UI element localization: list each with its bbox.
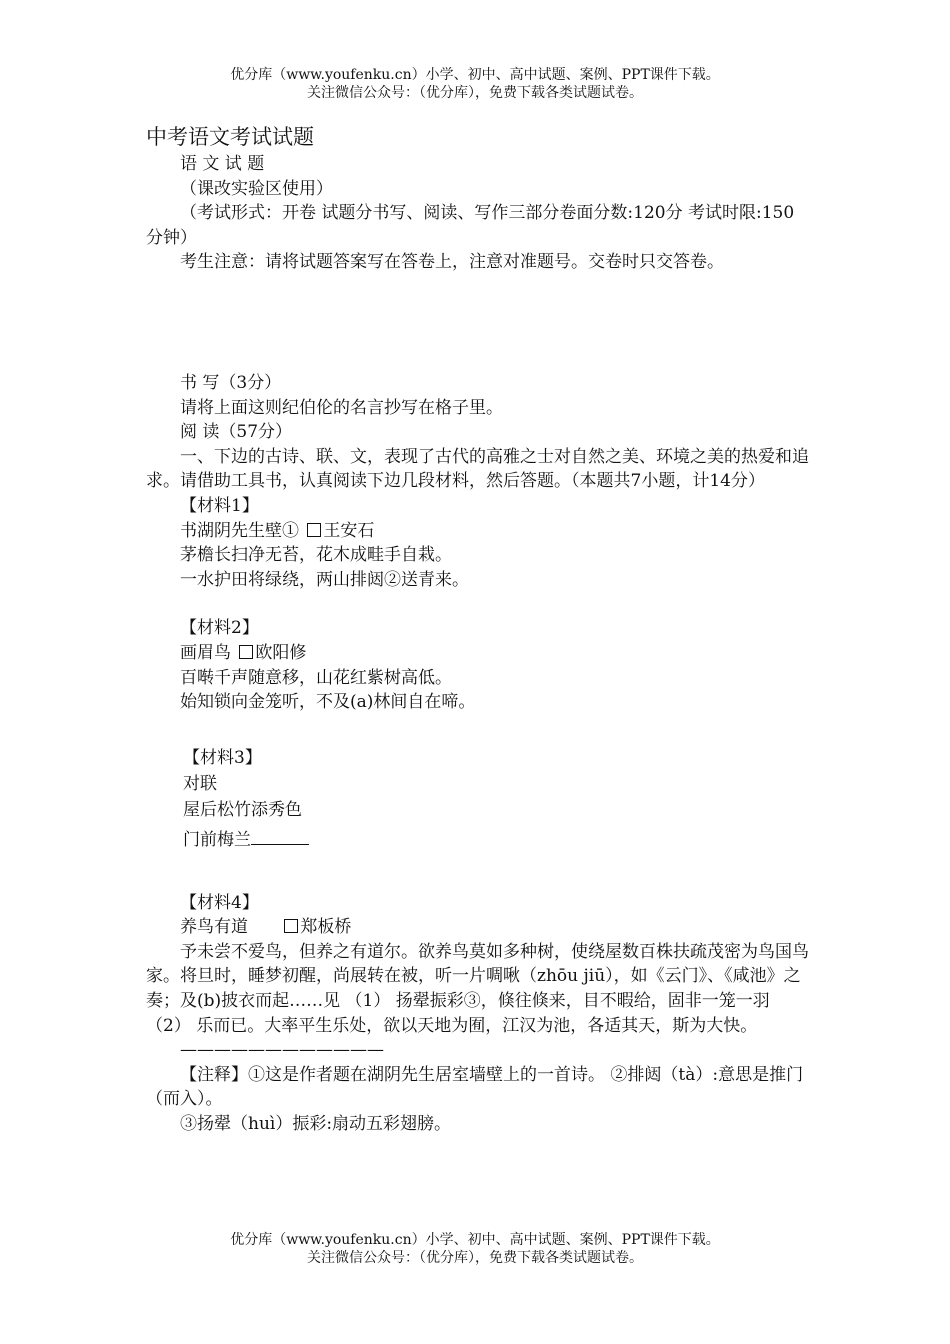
material-2-title-line <box>146 641 810 666</box>
material-1-line-1: 茅檐长扫净无苔，花木成畦手自栽。 <box>180 545 452 566</box>
material-3-title: 对联 <box>183 773 217 794</box>
footer-line-1: 优分库（www.youfenku.cn）小学、初中、高中试题、案例、PPT课件下载。 <box>230 1232 720 1248</box>
material-4-title-line <box>146 915 810 940</box>
footer-line-2: 关注微信公众号：（优分库），免费下载各类试题试卷。 <box>307 1250 643 1266</box>
notes-line-1: 【注释】①这是作者题在湖阴先生居室墙壁上的一首诗。 ②排闼（tà）:意思是推门（而入）。 <box>146 1064 804 1110</box>
material-4-label: 【材料4】 <box>180 892 259 913</box>
document-body <box>146 122 810 1137</box>
material-1-label: 【材料1】 <box>180 495 259 516</box>
writing-instruction: 请将上面这则纪伯伦的名言抄写在格子里。 <box>180 397 503 418</box>
material-3 <box>146 745 810 857</box>
material-2-line-1: 百啭千声随意移，山花红紫树高低。 <box>180 667 452 688</box>
material-2-author: 欧阳修 <box>255 642 307 663</box>
material-3-line-2: 门前梅兰 <box>183 829 251 850</box>
material-4-title: 养鸟有道 <box>180 917 248 938</box>
checkbox-glyph <box>284 919 298 933</box>
material-3-label: 【材料3】 <box>183 747 262 768</box>
material-3-line-1: 屋后松竹添秀色 <box>183 799 302 820</box>
notes-line-2: ③扬翚（huì）振彩:扇动五彩翅膀。 <box>180 1114 452 1135</box>
usage-note: （课改实验区使用） <box>180 178 333 199</box>
page-header <box>0 66 950 102</box>
checkbox-glyph <box>239 645 253 659</box>
header-line-1: 优分库（www.youfenku.cn）小学、初中、高中试题、案例、PPT课件下载。 <box>230 67 720 83</box>
fill-in-blank <box>251 828 309 845</box>
material-2-line-2: 始知锁向金笼听，不及(a)林间自在啼。 <box>180 692 476 713</box>
material-1-title: 书湖阴先生壁① <box>180 520 299 541</box>
material-2-title: 画眉鸟 <box>180 642 231 663</box>
material-3-line-2-row <box>183 823 810 857</box>
section1-intro: 一、下边的古诗、联、文，表现了古代的高雅之士对自然之美、环境之美的热爱和追求。请借助工具书，认真阅读下边几段材料，然后答题。（本题共7小题，计14分） <box>146 446 809 492</box>
page-footer <box>0 1231 950 1267</box>
material-4-author: 郑板桥 <box>300 917 352 938</box>
checkbox-glyph <box>307 523 321 537</box>
candidate-notice: 考生注意：请将试题答案写在答卷上，注意对准题号。交卷时只交答卷。 <box>180 252 724 273</box>
document-subtitle: 语 文 试 题 <box>180 154 265 174</box>
material-2-label: 【材料2】 <box>180 618 259 639</box>
material-1-line-2: 一水护田将绿绕，两山排闼②送青来。 <box>180 569 469 590</box>
material-4-text: 予未尝不爱鸟，但养之有道尔。欲养鸟莫如多种树，使绕屋数百株扶疏茂密为鸟国鸟家。将旦时，睡梦初醒，尚展转在被，听一片啁啾（zhōu jiū），如《云门》、《咸池》之奏；及(b)披衣而起……见 （1） 扬翚振彩③，倏往倏来，目不暇给，固非一笼一羽 （2） 乐而已。大率平生乐处，欲以天地为囿，江汉为池，各适其天，斯为大快。 <box>146 941 809 1036</box>
material-1-author: 王安石 <box>323 520 375 541</box>
reading-heading: 阅 读（57分） <box>180 422 293 443</box>
material-1-title-line <box>146 519 810 544</box>
divider-line: ———————————— <box>180 1040 384 1061</box>
exam-form: （考试形式：开卷 试题分书写、阅读、写作三部分卷面分数:120分 考试时限:150分钟） <box>146 203 795 248</box>
blank-space <box>146 275 810 371</box>
writing-heading: 书 写（3分） <box>180 372 282 393</box>
document-title: 中考语文考试试题 <box>146 125 314 149</box>
header-line-2: 关注微信公众号：（优分库），免费下载各类试题试卷。 <box>307 85 643 101</box>
